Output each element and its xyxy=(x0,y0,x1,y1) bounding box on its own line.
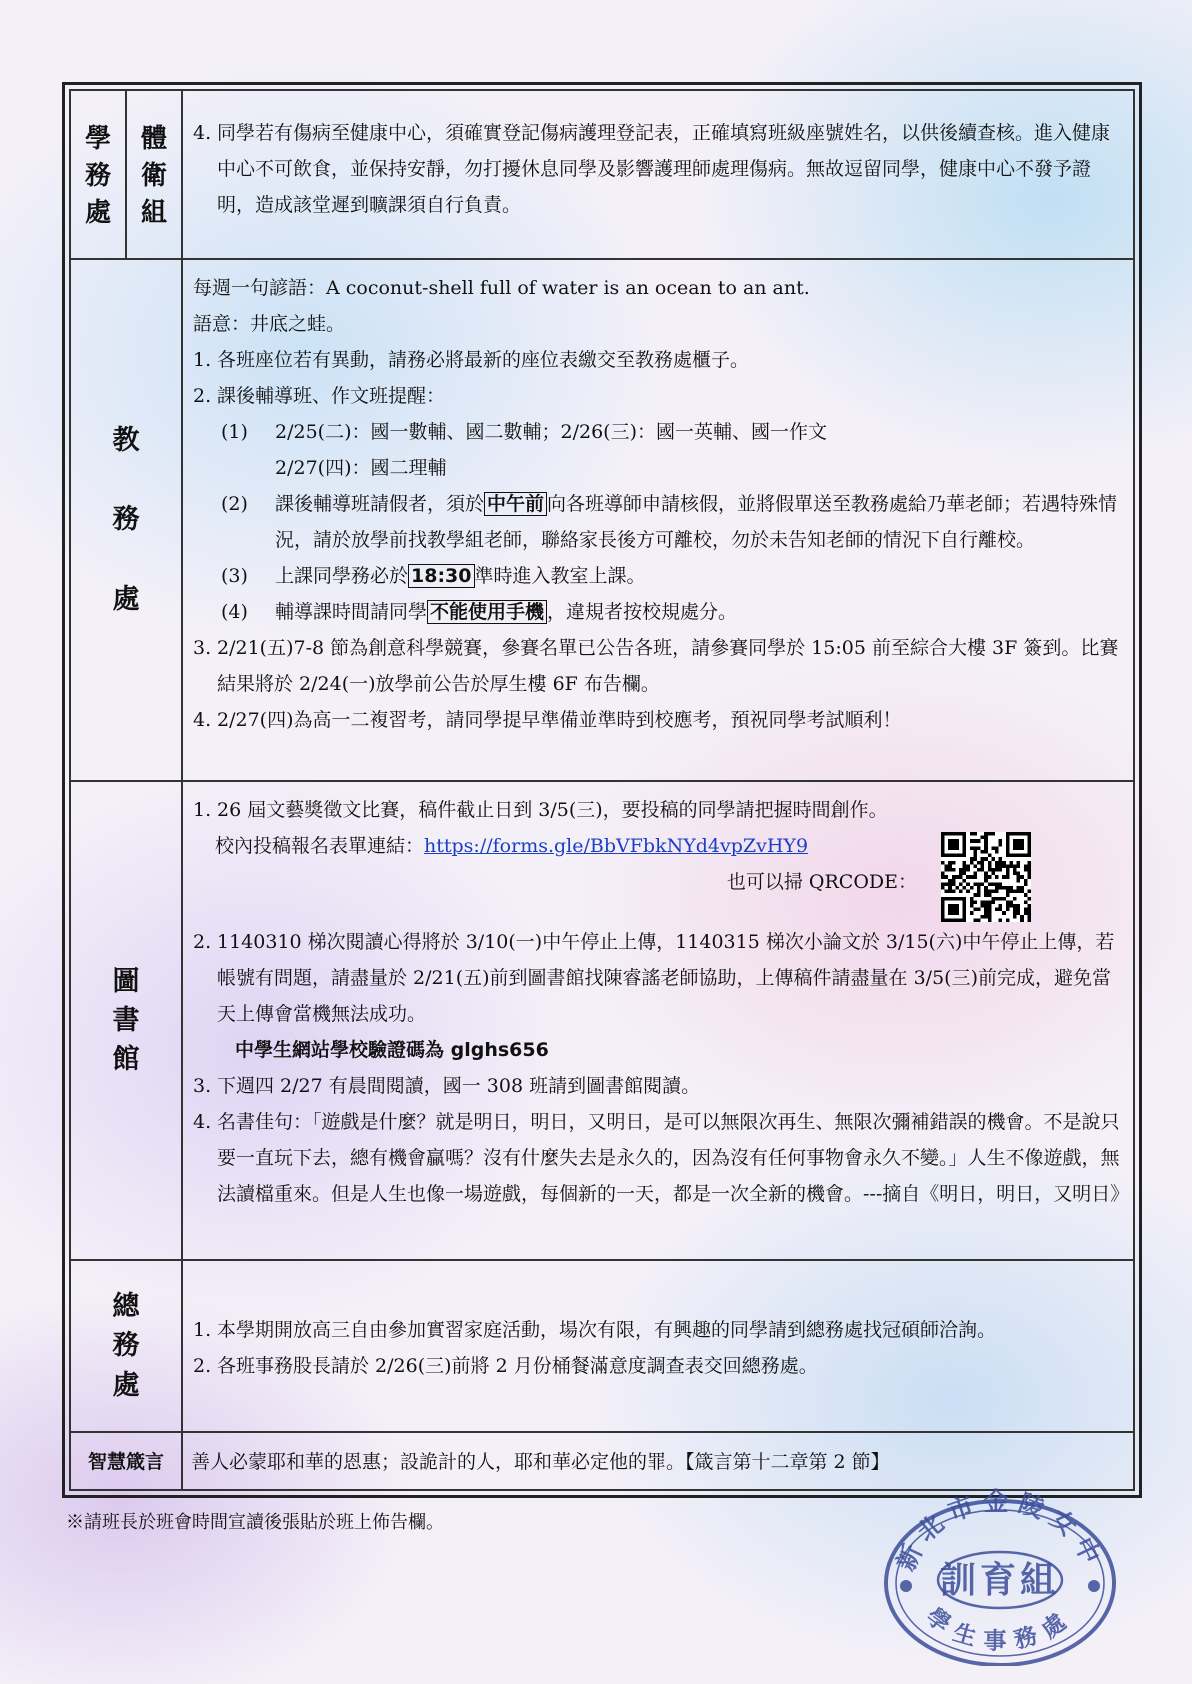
qr-code-icon[interactable] xyxy=(941,832,1031,922)
item-text: 本學期開放高三自由參加實習家庭活動，場次有限，有興趣的同學請到總務處找冠碩師洽詢。 xyxy=(217,1318,997,1341)
item-text: 名書佳句：「遊戲是什麼？就是明日，明日，又明日，是可以無限次再生、無限次彌補錯誤的機會。不是說只要一直玩下去，總有機會贏嗎？沒有什麼失去是永久的，因為沒有任何事物會永久不變。」人生不像遊戲，無法讀檔重來。但是人生也像一場遊戲，每個新的一天，都是一次全新的機會。---摘自《明日，明日，又明日》 xyxy=(217,1110,1130,1205)
item-number: 1. xyxy=(193,349,212,372)
wisdom-label: 智慧箴言 xyxy=(70,1432,182,1490)
sub-item xyxy=(193,558,1127,594)
item-text: 2/27(四)為高一二複習考，請同學提早準備並準時到校應考，預祝同學考試順利！ xyxy=(217,709,902,732)
highlight-box: 不能使用手機 xyxy=(427,600,547,624)
library-content xyxy=(182,781,1134,1260)
sub-item xyxy=(193,414,1127,486)
list-item xyxy=(193,378,1127,414)
item-text: 準時進入教室上課。 xyxy=(474,565,646,588)
library-row xyxy=(70,781,1134,1260)
item-number: (1) xyxy=(221,421,248,444)
link-label: 校內投稿報名表單連結： xyxy=(215,834,425,857)
item-text: 向各班導師申請核假，並將假單送至教務處給乃華老師；若遇特殊情況，請於放學前找教學組老師，聯絡家長後方可離校，勿於未告知老師的情況下自行離校。 xyxy=(275,493,1118,552)
list-item xyxy=(193,1348,1127,1384)
dept-char: 務 xyxy=(84,160,111,191)
item-text: 課後輔導班、作文班提醒： xyxy=(217,385,446,408)
item-number: 3. xyxy=(193,637,212,660)
item-text: 2/25(二)：國一數輔、國二數輔；2/26(三)：國一英輔、國一作文 xyxy=(275,421,827,444)
unit-char: 組 xyxy=(140,197,167,228)
dept-char: 處 xyxy=(84,197,111,228)
bulletin-table xyxy=(69,89,1135,1491)
health-content xyxy=(182,90,1134,259)
bulletin-frame xyxy=(62,82,1142,1498)
item-number: (3) xyxy=(221,565,248,588)
academic-row xyxy=(70,259,1134,781)
item-text: 2/27(四)：國二理輔 xyxy=(275,457,447,480)
qr-label: 也可以掃 QRCODE： xyxy=(726,870,917,893)
list-item xyxy=(193,1312,1127,1348)
health-row xyxy=(70,90,1134,259)
item-number: (2) xyxy=(221,493,248,516)
list-item xyxy=(193,115,1127,223)
highlight-box: 18:30 xyxy=(408,564,474,588)
item-text: 下週四 2/27 有晨間閱讀，國一 308 班請到圖書館閱讀。 xyxy=(217,1074,701,1097)
svg-text:學生事務處 xyxy=(920,1603,1079,1655)
seal-bottom-text: 學生事務處 xyxy=(921,1603,1079,1655)
item-number: 1. xyxy=(193,1318,212,1341)
dept-char: 學 xyxy=(84,124,111,154)
sub-item xyxy=(193,594,1127,630)
submission-link-block xyxy=(193,828,1127,924)
dept-char: 處 xyxy=(112,1369,140,1401)
item-number: 3. xyxy=(193,1074,212,1097)
list-item xyxy=(193,1068,1127,1104)
general-row xyxy=(70,1260,1134,1431)
wisdom-row xyxy=(70,1432,1134,1490)
list-item xyxy=(193,924,1127,1032)
item-text: 26 屆文藝獎徵文比賽，稿件截止日到 3/5(三)，要投稿的同學請把握時間創作。 xyxy=(217,798,888,821)
dept-char: 書 xyxy=(112,1005,140,1037)
sub-item xyxy=(193,486,1127,558)
unit-health xyxy=(126,90,182,259)
item-text: 2/21(五)7-8 節為創意科學競賽，參賽名單已公告各班，請參賽同學於 15:05 前至綜合大樓 3F 簽到。比賽結果將於 2/24(一)放學前公告於厚生樓 6F 布告欄。 xyxy=(217,637,1119,696)
item-number: 2. xyxy=(193,385,212,408)
item-text: 上課同學務必於 xyxy=(275,565,409,588)
dept-char: 務 xyxy=(112,504,140,536)
item-number: 2. xyxy=(193,1354,212,1377)
unit-char: 衛 xyxy=(140,160,167,191)
highlight-box: 中午前 xyxy=(484,492,547,516)
verification-code: 中學生網站學校驗證碼為 glghs656 xyxy=(235,1038,549,1061)
list-item xyxy=(193,342,1127,378)
school-seal-stamp xyxy=(880,1488,1120,1666)
dept-student-affairs xyxy=(70,90,126,259)
list-item xyxy=(193,630,1127,702)
dept-char: 處 xyxy=(112,583,140,615)
seal-center-text: 訓育組 xyxy=(939,1560,1061,1601)
footnote: ※請班長於班會時間宣讀後張貼於班上佈告欄。 xyxy=(66,1512,444,1533)
dept-char: 總 xyxy=(112,1291,140,1323)
dept-char: 教 xyxy=(112,425,140,457)
dept-general-affairs xyxy=(70,1260,182,1431)
item-number: 4. xyxy=(193,709,212,732)
general-content xyxy=(182,1260,1134,1431)
dept-char: 圖 xyxy=(112,965,140,997)
item-text: 同學若有傷病至健康中心，須確實登記傷病護理登記表，正確填寫班級座號姓名，以供後續查核。進入健康中心不可飲食，並保持安靜，勿打擾休息同學及影響護理師處理傷病。無故逗留同學，健康中心不發予證明，造成該堂遲到曠課須自行負責。 xyxy=(217,122,1111,216)
dept-academic-affairs xyxy=(70,259,182,781)
list-item xyxy=(193,792,1127,828)
dept-library xyxy=(70,781,182,1260)
academic-content xyxy=(182,259,1134,781)
item-text: 1140310 梯次閱讀心得將於 3/10(一)中午停止上傳，1140315 梯次小論文於 3/15(六)中午停止上傳，若帳號有問題，請盡量於 2/21(五)前到圖書館找陳睿謠老師協助，上傳稿件請盡量在 3/5(三)前完成，避免當天上傳會當機無法成功。 xyxy=(217,930,1115,1025)
dept-char: 館 xyxy=(112,1044,140,1076)
item-text: 課後輔導班請假者，須於 xyxy=(275,493,485,516)
item-number: (4) xyxy=(221,601,248,624)
item-number: 4. xyxy=(193,122,212,144)
dept-char: 務 xyxy=(112,1330,140,1362)
unit-char: 體 xyxy=(140,124,167,154)
weekly-proverb: 每週一句諺語：A coconut-shell full of water is an ocean to an ant. xyxy=(193,277,810,300)
proverb-meaning: 語意：井底之蛙。 xyxy=(193,313,346,336)
item-number: 2. xyxy=(193,930,212,953)
seal-top-text: 新北市金陵女中 xyxy=(891,1488,1109,1576)
item-number: 1. xyxy=(193,798,212,821)
item-text: ，違規者按校規處分。 xyxy=(547,601,738,624)
list-item xyxy=(193,702,1127,738)
item-text: 各班事務股長請於 2/26(三)前將 2 月份桶餐滿意度調查表交回總務處。 xyxy=(217,1354,818,1377)
list-item xyxy=(193,1104,1130,1212)
item-text: 輔導課時間請同學 xyxy=(275,601,428,624)
item-text: 各班座位若有異動，請務必將最新的座位表繳交至教務處櫃子。 xyxy=(217,349,750,372)
item-number: 4. xyxy=(193,1110,212,1133)
form-link[interactable]: https://forms.gle/BbVFbkNYd4vpZvHY9 xyxy=(424,834,809,857)
wisdom-text: 善人必蒙耶和華的恩惠；設詭計的人，耶和華必定他的罪。【箴言第十二章第 2 節】 xyxy=(182,1432,1134,1490)
